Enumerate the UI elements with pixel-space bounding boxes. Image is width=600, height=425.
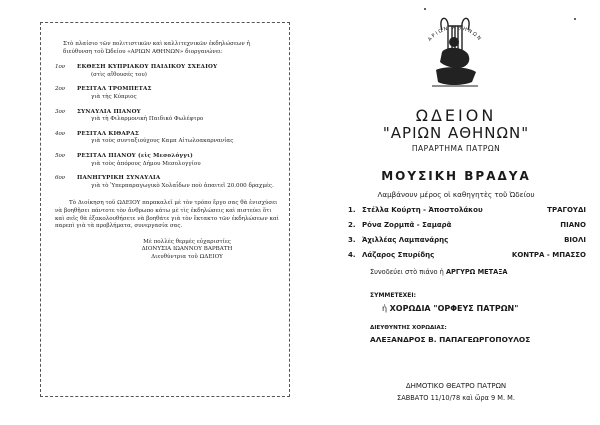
performer-instrument: ΚΟΝΤΡΑ - ΜΠΑΣΣΟ — [511, 251, 586, 259]
event-item — [55, 175, 279, 190]
conservatory-name: "ΑΡΙΩΝ ΑΘΗΝΩΝ" — [382, 124, 530, 142]
event-item — [55, 131, 279, 146]
venue: ΔΗΜΟΤΙΚΟ ΘΕΑΤΡΟ ΠΑΤΡΩΝ — [405, 382, 507, 390]
arion-logo-icon — [412, 8, 498, 98]
closing-line: Μὲ πολλὲς θερμὲς εὐχαριστίες — [143, 238, 231, 245]
intro-text: Στὸ πλαίσιο τῶν πολιτιστικῶν καὶ καλλιτεχνικῶν ἐκδηλώσεων ἡ διεύθυνση τοῦ Ὠδείου «ΑΡΙΩΝ ΑΘΗΝΩΝ» διοργανώνει: — [63, 41, 250, 55]
director-name: ΑΛΕΞΑΝΔΡΟΣ Β. ΠΑΠΑΓΕΩΡΓΟΠΟΥΛΟΣ — [370, 335, 531, 344]
performer-row — [348, 236, 586, 244]
performer-row — [348, 251, 586, 259]
ink-speck — [424, 8, 426, 10]
branch-label: ΠΑΡΑΡΤΗΜΑ ΠΑΤΡΩΝ — [411, 144, 501, 153]
event-number: 3ον — [55, 108, 66, 115]
event-detail: γιὰ τοὺς ἀπόρους Δήμου Μεσολογγίου — [91, 160, 201, 167]
performer-number: 3. — [348, 236, 356, 244]
event-number: 1ον — [55, 64, 66, 71]
event-title: ΣΥΝΑΥΛΙΑ ΠΙΑΝΟΥ — [77, 108, 141, 115]
performer-name: Στέλλα Κούρτη - Ἀποστολάκου — [362, 206, 483, 214]
event-date: ΣΑΒΒΑΤΟ 11/10/78 καὶ ὥρα 9 Μ. Μ. — [397, 394, 515, 402]
event-detail: γιὰ τὴ Φιλαρμονικὴ Παιδικὸ Φωλέφτρο — [91, 116, 204, 123]
performer-number: 4. — [348, 251, 356, 259]
event-title: ΡΕΣΙΤΑΛ ΠΙΑΝΟΥ (εἰς Μεσολόγγι) — [77, 152, 193, 159]
performer-number: 1. — [348, 206, 356, 214]
event-detail: γιὰ τὴς Κύπριος — [91, 93, 137, 100]
choir-name: ΧΟΡΩΔΙΑ "ΟΡΦΕΥΣ ΠΑΤΡΩΝ" — [389, 304, 519, 313]
event-title: ΡΕΣΙΤΑΛ ΚΙΘΑΡΑΣ — [77, 130, 140, 137]
event-title: ΠΑΝΗΓΥΡΙΚΗ ΣΥΝΑΥΛΙΑ — [77, 175, 161, 182]
event-number: 5ον — [55, 152, 66, 159]
performer-name: Ρόνα Ζορμπᾶ - Σαμαρᾶ — [362, 221, 452, 229]
event-title: ΡΕΣΙΤΑΛ ΤΡΟΜΠΕΤΑΣ — [77, 86, 152, 93]
event-item — [55, 86, 279, 101]
participates-label: ΣΥΜΜΕΤΕΧΕΙ: — [370, 292, 417, 299]
signature-block — [55, 239, 279, 262]
event-detail: γιὰ τὸ Ὑπερπαραγωγικὸ Χολαΐδων ποὺ ἀπαιτεῖ 20.000 δραχμές. — [91, 182, 274, 189]
ink-speck — [574, 18, 576, 20]
choir-line — [382, 304, 518, 313]
signature-role: Διευθύντρια τοῦ ΩΔΕΙΟΥ — [151, 253, 223, 260]
event-item — [55, 109, 279, 124]
event-detail: γιὰ τοὺς συνταξιούχους Καμπ Αἰτωλοακαρνανίας — [91, 138, 234, 145]
event-item — [55, 153, 279, 168]
performer-name: Ἀχιλλέας Λαμπανάρης — [362, 236, 449, 244]
event-number: 4ον — [55, 130, 66, 137]
logo-arc-text: ΑΡΙΩΝ ΑΘΗΝΩΝ — [427, 24, 483, 43]
participants-intro: Λαμβάνουν μέρος οἱ καθηγητὲς τοῦ Ὠδείου — [377, 190, 535, 199]
event-title: ΜΟΥΣΙΚΗ ΒΡΑΔΥΑ — [381, 169, 531, 183]
performer-instrument: ΠΙΑΝΟ — [560, 221, 586, 229]
event-title: ΕΚΘΕΣΗ ΚΥΠΡΙΑΚΟΥ ΠΑΙΔΙΚΟΥ ΣΧΕΔΙΟΥ — [77, 64, 218, 71]
conservatory-title: ΩΔΕΙΟΝ — [415, 106, 497, 125]
event-number: 6ον — [55, 175, 66, 182]
accompaniment-text: Συνοδεύει στὸ πιάνο ἡ — [370, 268, 444, 276]
performer-instrument: ΤΡΑΓΟΥΔΙ — [547, 206, 586, 214]
accompaniment-line — [370, 268, 508, 276]
director-label: ΔΙΕΥΘΥΝΤΗΣ ΧΟΡΩΔΙΑΣ: — [370, 325, 447, 331]
signature-name: ΔΙΟΝΥΣΙΑ ΙΩΑΝΝΟΥ ΒΑΡΒΑΤΗ — [141, 246, 233, 253]
performer-name: Λάζαρος Σπυρίδης — [362, 251, 435, 259]
appeal-note: Τὸ Διοίκηση τοῦ ΩΔΕΙΟΥ παρακαλεῖ μὲ τὸν τρόπο ἔργο σας θὰ ἐνισχύσει νὰ βοηθῆσει πάντοτε τὸν ἄνθρωπο κάτω μὲ τὶς ἐκδηλώσεις καὶ πιστεύει ὅτι καὶ σεῖς θὰ ἐξακολουθήσετε νὰ βοηθάτε γιὰ τὸν ἔκτακτο τῶν ἐκδηλώσεων καὶ παρεπὶ γιὰ τὰ προβλήματα, συνεργασία σας. — [55, 200, 279, 230]
concert-panel — [312, 0, 600, 425]
performer-row — [348, 221, 586, 229]
event-detail: (στὶς αἴθουσές του) — [91, 71, 147, 78]
accompanist-name: ΑΡΓΥΡΩ ΜΕΤΑΞΑ — [445, 268, 508, 276]
event-number: 2ον — [55, 86, 66, 93]
choir-prefix: ἡ — [382, 304, 388, 313]
performer-instrument: ΒΙΟΛΙ — [564, 236, 586, 244]
performer-row — [348, 206, 586, 214]
events-panel — [40, 22, 290, 397]
event-item — [55, 64, 279, 79]
performer-number: 2. — [348, 221, 356, 229]
